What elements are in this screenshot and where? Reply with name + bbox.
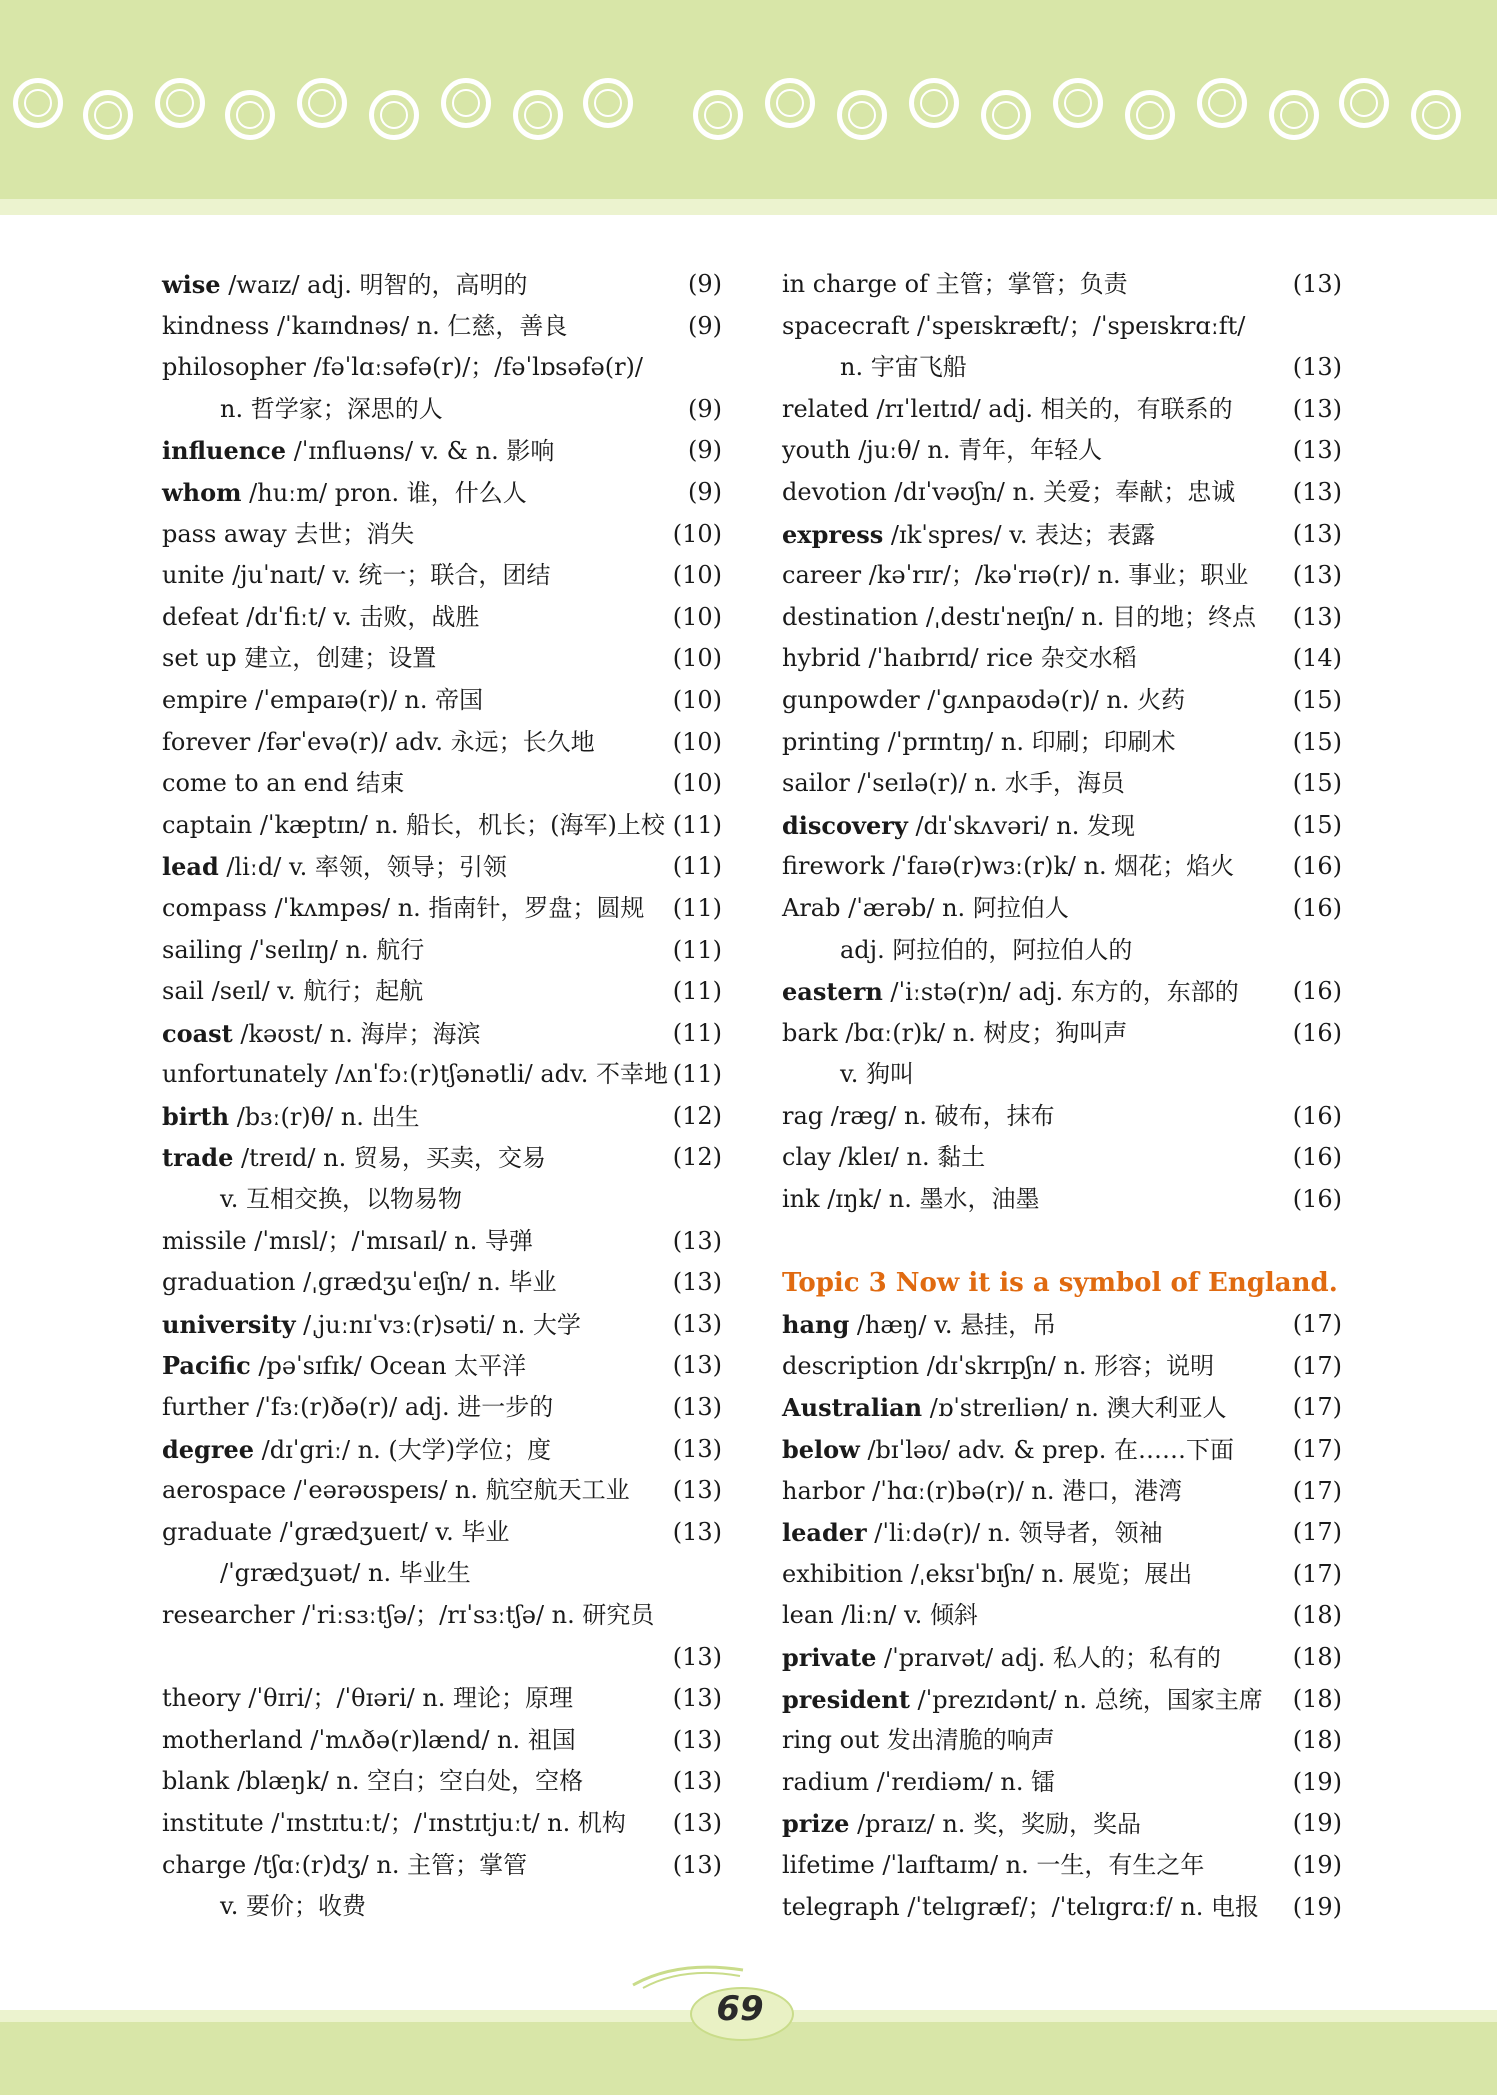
ring-icon: [1411, 90, 1461, 140]
entry-text: radium /ˈreɪdiəm/ n. 镭: [782, 1767, 1056, 1796]
entry-text: missile /ˈmɪsl/；/ˈmɪsaɪl/ n. 导弹: [162, 1226, 533, 1255]
entry-text: pass away 去世；消失: [162, 519, 415, 548]
entry-text: lifetime /ˈlaɪftaɪm/ n. 一生，有生之年: [782, 1850, 1205, 1879]
vocab-entry: [782, 638, 1342, 680]
entry-text: trade /treɪd/ n. 贸易，买卖，交易: [162, 1143, 546, 1173]
entry-text: telegraph /ˈtelɪgræf/；/ˈtelɪgrɑːf/ n. 电报: [782, 1892, 1260, 1921]
vocab-entry: [782, 1179, 1342, 1221]
entry-text: rag /ræg/ n. 破布，抹布: [782, 1101, 1055, 1130]
entry-page-ref: (11): [672, 1060, 722, 1089]
vocab-entry: [782, 1803, 1342, 1845]
ring-icon: [369, 90, 419, 140]
vocab-entry: [162, 1803, 722, 1845]
entry-page-ref: (10): [672, 727, 722, 756]
entry-page-ref: (13): [672, 1434, 722, 1463]
entry-text: eastern /ˈiːstə(r)n/ adj. 东方的，东部的: [782, 977, 1239, 1007]
entry-text: related /rɪˈleɪtɪd/ adj. 相关的，有联系的: [782, 394, 1233, 423]
headword: influence: [162, 436, 287, 466]
entry-page-ref: (11): [672, 852, 722, 881]
vocab-entry: [162, 1845, 722, 1887]
entry-page-ref: (13): [672, 1309, 722, 1338]
topic-title: Topic 3 Now it is a symbol of England.: [782, 1267, 1338, 1298]
vocab-entry: [782, 430, 1342, 472]
headword: whom: [162, 477, 242, 507]
vocab-entry: [162, 1387, 722, 1429]
vocab-entry: [162, 306, 722, 348]
entry-page-ref: (15): [1292, 685, 1342, 714]
entry-page-ref: (13): [1292, 477, 1342, 506]
entry-text: /ˈgrædʒuət/ n. 毕业生: [220, 1559, 471, 1588]
entry-text: set up 建立，创建；设置: [162, 644, 437, 673]
vocab-entry: [162, 846, 722, 888]
entry-text: firework /ˈfaɪə(r)wɜː(r)k/ n. 烟花；焰火: [782, 852, 1235, 881]
vocab-entry: [162, 1179, 722, 1221]
entry-text: youth /juːθ/ n. 青年，年轻人: [782, 436, 1103, 465]
entry-page-ref: (13): [1292, 394, 1342, 423]
entry-text: defeat /dɪˈfiːt/ v. 击败，战胜: [162, 602, 480, 631]
vocab-entry: [162, 1720, 722, 1762]
entry-page-ref: (17): [1292, 1435, 1342, 1464]
entry-page-ref: (14): [1292, 644, 1342, 673]
entry-text: lead /liːd/ v. 率领，领导；引领: [162, 852, 507, 882]
headword: below: [782, 1435, 860, 1465]
entry-text: philosopher /fəˈlɑːsəfə(r)/；/fəˈlɒsəfə(r)/: [162, 353, 643, 382]
entry-page-ref: (13): [672, 1517, 722, 1546]
entry-page-ref: (10): [672, 644, 722, 673]
entry-page-ref: (15): [1292, 810, 1342, 839]
vocab-entry: [162, 1013, 722, 1055]
vocab-entry: [782, 1387, 1342, 1429]
entry-page-ref: (10): [672, 519, 722, 548]
vocab-entry: [782, 1595, 1342, 1637]
entry-page-ref: (18): [1292, 1726, 1342, 1755]
entry-text: ink /ɪŋk/ n. 墨水，油墨: [782, 1185, 1040, 1214]
entry-text: Australian /ɒˈstreɪliən/ n. 澳大利亚人: [782, 1393, 1227, 1423]
vocab-entry: [782, 722, 1342, 764]
headword: leader: [782, 1518, 867, 1548]
page-number-badge: [680, 1975, 800, 2045]
entry-text: degree /dɪˈgriː/ n. (大学)学位；度: [162, 1434, 552, 1464]
entry-page-ref: (17): [1292, 1476, 1342, 1505]
vocab-entry: [162, 638, 722, 680]
entry-page-ref: (19): [1292, 1850, 1342, 1879]
entry-page-ref: (13): [672, 1850, 722, 1879]
entry-page-ref: (13): [672, 1684, 722, 1713]
vocab-entry: [782, 306, 1342, 348]
vocab-entry: [782, 597, 1342, 639]
vocab-entry: [782, 347, 1342, 389]
entry-page-ref: (17): [1292, 1310, 1342, 1339]
entry-text: blank /blæŋk/ n. 空白；空白处，空格: [162, 1767, 584, 1796]
entry-text: ring out 发出清脆的响声: [782, 1726, 1055, 1755]
entry-text: v. 互相交换，以物易物: [220, 1185, 462, 1214]
vocab-entry: [162, 1054, 722, 1096]
entry-text: come to an end 结束: [162, 769, 405, 798]
entry-page-ref: (15): [1292, 769, 1342, 798]
vocab-entry: [782, 1512, 1342, 1554]
ring-icon: [981, 90, 1031, 140]
vocab-entry: [162, 389, 722, 431]
headword: eastern: [782, 977, 883, 1007]
headword: coast: [162, 1018, 233, 1048]
entry-text: charge /tʃɑː(r)dʒ/ n. 主管；掌管: [162, 1850, 528, 1879]
right-column: [782, 264, 1342, 1928]
entry-text: empire /ˈempaɪə(r)/ n. 帝国: [162, 685, 484, 714]
vocab-entry: [782, 930, 1342, 972]
entry-text: graduation /ˌgrædʒuˈeɪʃn/ n. 毕业: [162, 1268, 557, 1297]
entry-page-ref: (16): [1292, 1101, 1342, 1130]
entry-page-ref: (13): [672, 1476, 722, 1505]
vocab-entry: [782, 1679, 1342, 1721]
vocab-entry: [782, 1304, 1342, 1346]
vocab-entry: [782, 1013, 1342, 1055]
entry-page-ref: (10): [672, 769, 722, 798]
entry-page-ref: (16): [1292, 977, 1342, 1006]
entry-page-ref: (16): [1292, 1018, 1342, 1047]
ring-icon: [1339, 78, 1389, 128]
entry-page-ref: (11): [672, 977, 722, 1006]
vocab-entry: [162, 1678, 722, 1720]
ring-icon: [13, 78, 63, 128]
vocab-entry: [162, 722, 722, 764]
ring-icon: [1125, 90, 1175, 140]
headword: Pacific: [162, 1351, 251, 1381]
vocab-entry: [162, 1096, 722, 1138]
vocab-entry: [782, 1762, 1342, 1804]
entry-text: bark /bɑː(r)k/ n. 树皮；狗叫声: [782, 1018, 1128, 1047]
entry-text: n. 哲学家；深思的人: [220, 394, 443, 423]
entry-page-ref: (19): [1292, 1767, 1342, 1796]
headword: degree: [162, 1434, 255, 1464]
vocab-entry: [162, 1345, 722, 1387]
entry-text: printing /ˈprɪntɪŋ/ n. 印刷；印刷术: [782, 727, 1176, 756]
ring-icon: [1269, 90, 1319, 140]
vocab-entry: [782, 1637, 1342, 1679]
entry-page-ref: (16): [1292, 1143, 1342, 1172]
vocab-entry: [162, 888, 722, 930]
vocab-entry: [782, 555, 1342, 597]
vocab-entry: [782, 1346, 1342, 1388]
headword: hang: [782, 1310, 850, 1340]
headword: trade: [162, 1143, 234, 1173]
vocab-entry: [162, 597, 722, 639]
vocab-entry: [782, 264, 1342, 306]
entry-page-ref: (9): [688, 477, 722, 506]
headword: wise: [162, 270, 221, 299]
entry-text: discovery /dɪˈskʌvəri/ n. 发现: [782, 810, 1135, 840]
entry-text: whom /huːm/ pron. 谁，什么人: [162, 477, 527, 507]
entry-page-ref: (11): [672, 1018, 722, 1047]
vocab-entry: [782, 971, 1342, 1013]
vocab-entry: [782, 805, 1342, 847]
entry-text: institute /ˈɪnstɪtuːt/；/ˈɪnstɪtjuːt/ n. 机构: [162, 1808, 626, 1837]
entry-text: lean /liːn/ v. 倾斜: [782, 1601, 978, 1630]
entry-text: forever /fərˈevə(r)/ adv. 永远；长久地: [162, 727, 595, 756]
headword: birth: [162, 1101, 230, 1131]
ring-icon: [693, 90, 743, 140]
entry-page-ref: (19): [1292, 1809, 1342, 1838]
entry-page-ref: (11): [672, 935, 722, 964]
entry-text: Arab /ˈærəb/ n. 阿拉伯人: [782, 893, 1069, 922]
entry-text: aerospace /ˈeərəʊspeɪs/ n. 航空航天工业: [162, 1476, 630, 1505]
entry-page-ref: (13): [672, 1725, 722, 1754]
ring-icon: [297, 78, 347, 128]
entry-page-ref: (18): [1292, 1684, 1342, 1713]
entry-text: harbor /ˈhɑː(r)bə(r)/ n. 港口，港湾: [782, 1476, 1183, 1505]
entry-text: kindness /ˈkaɪndnəs/ n. 仁慈，善良: [162, 311, 568, 340]
entry-page-ref: (10): [672, 561, 722, 590]
topic-heading: [782, 1263, 1342, 1305]
entry-text: exhibition /ˌeksɪˈbɪʃn/ n. 展览；展出: [782, 1559, 1193, 1588]
entry-page-ref: (12): [672, 1143, 722, 1172]
entry-page-ref: (13): [1292, 436, 1342, 465]
vocab-entry: [782, 763, 1342, 805]
decorative-rings: [0, 70, 1497, 160]
vocab-entry: [162, 763, 722, 805]
entry-page-ref: (19): [1292, 1892, 1342, 1921]
vocab-entry: [162, 1304, 722, 1346]
vocab-entry: [782, 846, 1342, 888]
entry-text: n. 宇宙飞船: [840, 353, 967, 382]
entry-text: private /ˈpraɪvət/ adj. 私人的；私有的: [782, 1643, 1222, 1672]
entry-text: gunpowder /ˈgʌnpaʊdə(r)/ n. 火药: [782, 685, 1186, 714]
entry-page-ref: (13): [1292, 602, 1342, 631]
headword: university: [162, 1309, 296, 1339]
entry-text: in charge of 主管；掌管；负责: [782, 270, 1128, 298]
entry-text: career /kəˈrɪr/；/kəˈrɪə(r)/ n. 事业；职业: [782, 561, 1249, 590]
vocab-entry: [162, 347, 722, 389]
ring-icon: [583, 78, 633, 128]
entry-page-ref: (13): [1292, 519, 1342, 548]
vocab-entry: [162, 1595, 722, 1637]
vocab-entry: [782, 1096, 1342, 1138]
vocab-entry: [162, 1470, 722, 1512]
entry-page-ref: (11): [672, 893, 722, 922]
headword: prize: [782, 1809, 850, 1839]
entry-text: sailing /ˈseɪlɪŋ/ n. 航行: [162, 935, 425, 964]
vocab-entry: [162, 805, 722, 847]
vocab-entry: [162, 514, 722, 556]
entry-text: coast /kəʊst/ n. 海岸；海滨: [162, 1018, 481, 1048]
ring-icon: [83, 90, 133, 140]
entry-text: express /ɪkˈspres/ v. 表达；表露: [782, 519, 1156, 549]
entry-page-ref: (13): [672, 1351, 722, 1380]
entry-text: influence /ˈɪnfluəns/ v. & n. 影响: [162, 436, 555, 466]
entry-text: prize /praɪz/ n. 奖，奖励，奖品: [782, 1809, 1142, 1839]
entry-text: hybrid /ˈhaɪbrɪd/ rice 杂交水稻: [782, 644, 1137, 673]
entry-page-ref: (17): [1292, 1351, 1342, 1380]
ring-icon: [513, 90, 563, 140]
entry-page-ref: (9): [688, 270, 722, 298]
entry-text: motherland /ˈmʌðə(r)lænd/ n. 祖国: [162, 1725, 576, 1754]
ring-icon: [1197, 78, 1247, 128]
entry-page-ref: (11): [672, 810, 722, 839]
vocab-entry: [162, 1429, 722, 1471]
vocab-entry: [162, 430, 722, 472]
ring-icon: [441, 78, 491, 128]
entry-page-ref: (9): [688, 436, 722, 465]
headword: private: [782, 1643, 877, 1672]
entry-text: v. 要价；收费: [220, 1892, 366, 1921]
vocab-entry: [162, 1262, 722, 1304]
vocab-entry: [782, 1137, 1342, 1179]
headword: president: [782, 1684, 910, 1714]
vocab-entry: [162, 1137, 722, 1179]
entry-page-ref: (17): [1292, 1393, 1342, 1422]
entry-text: theory /ˈθɪri/；/ˈθɪəri/ n. 理论；原理: [162, 1684, 574, 1713]
entry-text: v. 狗叫: [840, 1060, 914, 1089]
entry-text: graduate /ˈgrædʒueɪt/ v. 毕业: [162, 1517, 510, 1546]
vocab-entry: [782, 888, 1342, 930]
vocab-entry: [782, 1720, 1342, 1762]
entry-page-ref: (13): [672, 1767, 722, 1796]
entry-page-ref: (18): [1292, 1601, 1342, 1630]
entry-text: unfortunately /ʌnˈfɔː(r)tʃənətli/ adv. 不幸地: [162, 1060, 668, 1089]
entry-page-ref: (15): [1292, 727, 1342, 756]
entry-text: spacecraft /ˈspeɪskræft/；/ˈspeɪskrɑːft/: [782, 311, 1246, 340]
entry-text: compass /ˈkʌmpəs/ n. 指南针，罗盘；圆规: [162, 893, 645, 922]
entry-page-ref: (18): [1292, 1643, 1342, 1671]
entry-page-ref: (9): [688, 394, 722, 423]
vocab-entry: [162, 680, 722, 722]
entry-page-ref: (16): [1292, 893, 1342, 922]
entry-text: birth /bɜː(r)θ/ n. 出生: [162, 1101, 420, 1131]
entry-text: sailor /ˈseɪlə(r)/ n. 水手，海员: [782, 769, 1125, 798]
page-number: 69: [716, 1989, 764, 2029]
entry-page-ref: (9): [688, 311, 722, 340]
vocab-entry: [162, 555, 722, 597]
entry-text: further /ˈfɜː(r)ðə(r)/ adj. 进一步的: [162, 1393, 554, 1422]
entry-page-ref: (13): [672, 1642, 722, 1671]
entry-text: adj. 阿拉伯的，阿拉伯人的: [840, 935, 1133, 964]
vocab-entry: [782, 514, 1342, 556]
vocab-entry: [162, 1637, 722, 1679]
ring-icon: [155, 78, 205, 128]
vocab-entry: [162, 971, 722, 1013]
entry-text: Pacific /pəˈsɪfɪk/ Ocean 太平洋: [162, 1351, 527, 1381]
entry-text: clay /kleɪ/ n. 黏土: [782, 1143, 986, 1172]
headword: Australian: [782, 1393, 923, 1423]
entry-page-ref: (13): [672, 1393, 722, 1422]
vocab-entry: [162, 1512, 722, 1554]
vocab-entry: [162, 930, 722, 972]
entry-text: below /bɪˈləʊ/ adv. & prep. 在……下面: [782, 1435, 1234, 1465]
entry-text: devotion /dɪˈvəʊʃn/ n. 关爱；奉献；忠诚: [782, 477, 1236, 506]
vocab-entry: [162, 264, 722, 306]
vocab-entry: [782, 1221, 1342, 1263]
vocab-entry: [162, 472, 722, 514]
ring-icon: [909, 78, 959, 128]
entry-page-ref: (13): [672, 1226, 722, 1255]
headword: lead: [162, 852, 219, 882]
vocab-entry: [782, 1054, 1342, 1096]
vocab-entry: [782, 472, 1342, 514]
ring-icon: [225, 90, 275, 140]
entry-page-ref: (12): [672, 1101, 722, 1130]
ring-icon: [1053, 78, 1103, 128]
vocab-entry: [782, 1554, 1342, 1596]
headword: express: [782, 519, 884, 549]
entry-text: university /ˌjuːnɪˈvɜː(r)səti/ n. 大学: [162, 1309, 581, 1339]
vocab-entry: [782, 680, 1342, 722]
ring-icon: [765, 78, 815, 128]
vocab-entry: [162, 1886, 722, 1928]
entry-page-ref: (13): [672, 1268, 722, 1297]
vocab-entry: [782, 1845, 1342, 1887]
entry-page-ref: (16): [1292, 852, 1342, 881]
entry-text: researcher /ˈriːsɜːtʃə/；/rɪˈsɜːtʃə/ n. 研究员: [162, 1601, 655, 1629]
entry-page-ref: (16): [1292, 1185, 1342, 1214]
entry-page-ref: (10): [672, 602, 722, 631]
vocab-entry: [782, 1887, 1342, 1929]
ring-icon: [837, 90, 887, 140]
entry-page-ref: (13): [1292, 353, 1342, 382]
entry-page-ref: (13): [1292, 561, 1342, 590]
entry-text: unite /juˈnaɪt/ v. 统一；联合，团结: [162, 561, 551, 590]
entry-page-ref: (13): [1292, 270, 1342, 298]
entry-page-ref: (17): [1292, 1518, 1342, 1547]
vocab-entry: [782, 389, 1342, 431]
headword: discovery: [782, 810, 908, 840]
entry-text: captain /ˈkæptɪn/ n. 船长，机长；(海军)上校: [162, 810, 665, 839]
entry-text: wise /waɪz/ adj. 明智的，高明的: [162, 270, 528, 299]
entry-text: hang /hæŋ/ v. 悬挂，吊: [782, 1310, 1057, 1340]
header-stripe: [0, 199, 1497, 215]
entry-page-ref: (17): [1292, 1559, 1342, 1588]
entry-text: description /dɪˈskrɪpʃn/ n. 形容；说明: [782, 1351, 1215, 1380]
entry-text: president /ˈprezɪdənt/ n. 总统，国家主席: [782, 1684, 1263, 1714]
entry-page-ref: (10): [672, 685, 722, 714]
vocab-entry: [782, 1471, 1342, 1513]
entry-text: leader /ˈliːdə(r)/ n. 领导者，领袖: [782, 1518, 1163, 1548]
vocab-entry: [782, 1429, 1342, 1471]
vocab-entry: [162, 1221, 722, 1263]
vocab-entry: [162, 1761, 722, 1803]
left-column: [162, 264, 722, 1928]
vocab-entry: [162, 1553, 722, 1595]
entry-text: sail /seɪl/ v. 航行；起航: [162, 977, 424, 1006]
entry-page-ref: (13): [672, 1808, 722, 1837]
entry-text: destination /ˌdestɪˈneɪʃn/ n. 目的地；终点: [782, 602, 1257, 631]
